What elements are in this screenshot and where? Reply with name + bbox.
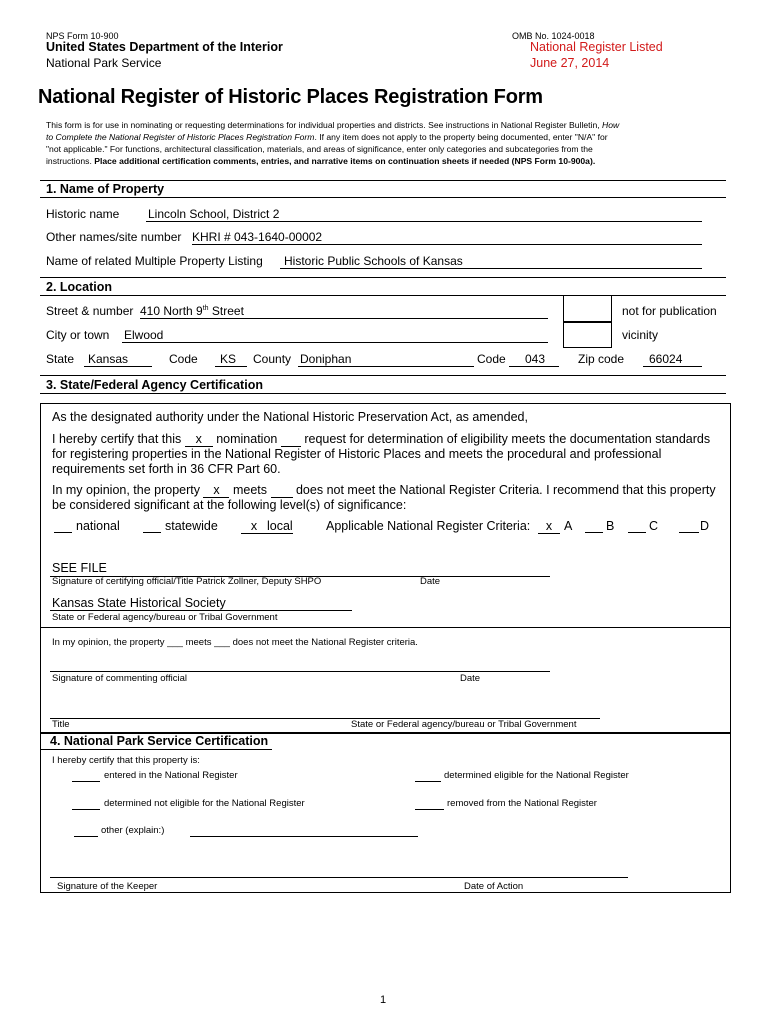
mpl-field[interactable]: Historic Public Schools of Kansas bbox=[280, 254, 702, 269]
street-sup: th bbox=[202, 305, 209, 312]
agency2-label: State or Federal agency/bureau or Tribal Government bbox=[351, 719, 577, 730]
vicinity-label: vicinity bbox=[622, 328, 659, 342]
state-label: State bbox=[46, 352, 75, 366]
state-code-label: Code bbox=[169, 352, 198, 366]
certifying-signature-label: Signature of certifying official/Title Patrick Zollner, Deputy SHPO bbox=[52, 576, 322, 587]
commenting-signature-line[interactable] bbox=[50, 671, 550, 672]
historic-name-label: Historic name bbox=[46, 207, 120, 221]
statewide-checkbox[interactable] bbox=[143, 519, 161, 533]
section4-intro: I hereby certify that this property is: bbox=[52, 755, 200, 766]
keeper-signature-label: Signature of the Keeper bbox=[57, 881, 158, 892]
section2-top-rule bbox=[40, 277, 726, 278]
commenting-date-label: Date bbox=[460, 673, 481, 684]
cert-p2a: I hereby certify that this bbox=[52, 432, 182, 446]
commenting-signature-label: Signature of commenting official bbox=[52, 673, 188, 684]
criteria-c-label: C bbox=[649, 519, 659, 533]
street-suffix: Street bbox=[208, 304, 244, 318]
mpl-label: Name of related Multiple Property Listing bbox=[46, 254, 263, 268]
vicinity-checkbox[interactable] bbox=[563, 322, 612, 348]
agency-field[interactable]: Kansas State Historical Society bbox=[52, 596, 226, 610]
historic-name-field[interactable]: Lincoln School, District 2 bbox=[146, 207, 702, 222]
entered-label: entered in the National Register bbox=[104, 770, 238, 781]
section1-heading: 1. Name of Property bbox=[46, 182, 165, 196]
criteria-d-label: D bbox=[700, 519, 710, 533]
statewide-label: statewide bbox=[165, 519, 218, 533]
cert-p2-line2: for registering properties in the National Register of Historic Places and meets the procedural and professional bbox=[52, 447, 662, 461]
not-for-publication-label: not for publication bbox=[622, 304, 717, 318]
criteria-label: Applicable National Register Criteria: bbox=[326, 519, 531, 533]
intro-line1-italic: How bbox=[602, 120, 620, 130]
not-for-publication-checkbox[interactable] bbox=[563, 295, 612, 322]
zip-field[interactable]: 66024 bbox=[643, 352, 702, 367]
local-label: local bbox=[267, 519, 293, 533]
section4-heading-rule bbox=[40, 749, 272, 750]
listed-date: June 27, 2014 bbox=[530, 56, 610, 70]
removed-checkbox[interactable] bbox=[415, 799, 444, 810]
page-title: National Register of Historic Places Registration Form bbox=[38, 86, 543, 108]
not-eligible-checkbox[interactable] bbox=[72, 799, 100, 810]
state-code-field[interactable]: KS bbox=[215, 352, 247, 367]
state-field[interactable]: Kansas bbox=[84, 352, 152, 367]
removed-label: removed from the National Register bbox=[447, 798, 597, 809]
criteria-a-checkbox[interactable]: x bbox=[538, 519, 560, 534]
street-value: 410 North 9 bbox=[140, 304, 203, 318]
opinion2-text: In my opinion, the property ___ meets ___ does not meet the National Register criteria. bbox=[52, 637, 418, 648]
cert-p2-line1 bbox=[52, 432, 710, 447]
cert-p3-line2: be considered significant at the following level(s) of significance: bbox=[52, 498, 407, 512]
other-explain-line[interactable] bbox=[190, 836, 418, 837]
section2-heading: 2. Location bbox=[46, 280, 112, 294]
date-of-action-label: Date of Action bbox=[464, 881, 524, 892]
section1-top-rule bbox=[40, 180, 726, 181]
criteria-b-label: B bbox=[606, 519, 615, 533]
cert-p3c: does not meet the National Register Criteria. I recommend that this property bbox=[295, 483, 716, 497]
not-eligible-label: determined not eligible for the National Register bbox=[104, 798, 305, 809]
intro-line2-italic: to Complete the National Register of Historic Places Registration Form bbox=[46, 132, 315, 142]
criteria-b-checkbox[interactable] bbox=[585, 519, 603, 533]
intro-line3: "not applicable." For functions, architectural classification, materials, and areas of significance, enter only categories and subcategories from the bbox=[46, 144, 593, 154]
zip-label: Zip code bbox=[578, 352, 625, 366]
street-label: Street & number bbox=[46, 304, 134, 318]
cert-p3b: meets bbox=[232, 483, 268, 497]
service-name: National Park Service bbox=[46, 56, 162, 70]
intro-paragraph bbox=[46, 119, 726, 167]
intro-line2: . If any item does not apply to the property being documented, enter "N/A" for bbox=[314, 132, 608, 142]
determined-eligible-checkbox[interactable] bbox=[415, 771, 441, 782]
certifying-date-label: Date bbox=[420, 576, 441, 587]
meets-checkbox[interactable]: x bbox=[203, 483, 229, 498]
national-checkbox[interactable] bbox=[54, 519, 72, 533]
section1-heading-rule bbox=[40, 197, 726, 198]
page-number: 1 bbox=[380, 994, 387, 1006]
agency-line bbox=[50, 610, 352, 611]
criteria-d-checkbox[interactable] bbox=[679, 519, 699, 533]
determined-eligible-label: determined eligible for the National Register bbox=[444, 770, 629, 781]
criteria-c-checkbox[interactable] bbox=[628, 519, 646, 533]
title-label: Title bbox=[52, 719, 70, 730]
section3-heading: 3. State/Federal Agency Certification bbox=[46, 378, 263, 392]
form-number: NPS Form 10-900 bbox=[46, 31, 119, 41]
section2-heading-rule bbox=[40, 295, 726, 296]
keeper-signature-line[interactable] bbox=[50, 877, 628, 878]
listed-label: National Register Listed bbox=[530, 40, 663, 54]
street-field[interactable] bbox=[140, 304, 548, 319]
nomination-checkbox[interactable]: x bbox=[185, 432, 213, 447]
county-code-label: Code bbox=[477, 352, 506, 366]
county-code-field[interactable]: 043 bbox=[509, 352, 559, 367]
other-label: other (explain:) bbox=[101, 825, 165, 836]
agency-label: State or Federal agency/bureau or Tribal Government bbox=[52, 612, 278, 623]
cert-p3-line1 bbox=[52, 483, 716, 498]
intro-line4-bold: Place additional certification comments, entries, and narrative items on continuation sheets if needed (NPS Form 10-900a). bbox=[94, 156, 596, 166]
criteria-a-label: A bbox=[564, 519, 573, 533]
department-name: United States Department of the Interior bbox=[46, 40, 283, 54]
entered-checkbox[interactable] bbox=[72, 771, 100, 782]
intro-line1: This form is for use in nominating or requesting determinations for individual properties and districts. See instructions in National Register Bulletin, bbox=[46, 120, 600, 130]
city-label: City or town bbox=[46, 328, 110, 342]
county-field[interactable]: Doniphan bbox=[298, 352, 474, 367]
cert-p1: As the designated authority under the National Historic Preservation Act, as amended, bbox=[52, 410, 528, 424]
cert-inner-divider bbox=[41, 627, 730, 628]
cert-p2c: request for determination of eligibility meets the documentation standards bbox=[304, 432, 711, 446]
omb-number: OMB No. 1024-0018 bbox=[512, 31, 595, 41]
other-checkbox[interactable] bbox=[74, 826, 98, 837]
national-label: national bbox=[76, 519, 120, 533]
section3-top-rule bbox=[40, 375, 726, 376]
section3-heading-rule bbox=[40, 393, 726, 394]
cert-p3a: In my opinion, the property bbox=[52, 483, 200, 497]
certifying-signature-field[interactable]: SEE FILE bbox=[52, 561, 107, 575]
county-label: County bbox=[253, 352, 292, 366]
other-names-label: Other names/site number bbox=[46, 230, 182, 244]
city-field[interactable]: Elwood bbox=[122, 328, 548, 343]
section4-heading: 4. National Park Service Certification bbox=[50, 734, 269, 748]
cert-p2b: nomination bbox=[216, 432, 278, 446]
does-not-meet-checkbox[interactable] bbox=[271, 483, 293, 498]
request-checkbox[interactable] bbox=[281, 432, 301, 447]
local-checkbox[interactable]: x bbox=[241, 519, 267, 534]
cert-p2-line3: requirements set forth in 36 CFR Part 60. bbox=[52, 462, 281, 476]
intro-line4: instructions. bbox=[46, 156, 92, 166]
other-names-field[interactable]: KHRI # 043-1640-00002 bbox=[192, 230, 702, 245]
